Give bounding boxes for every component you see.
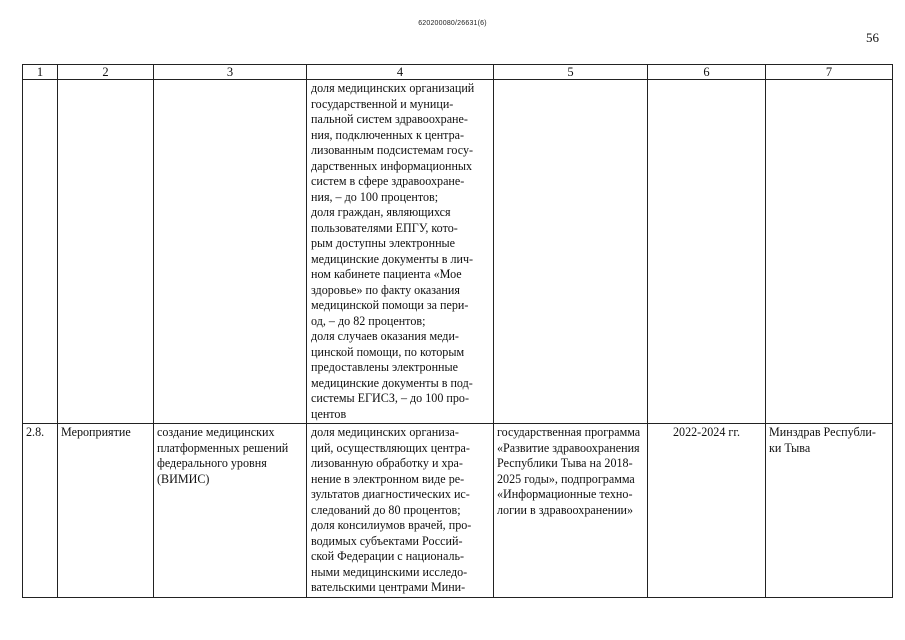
table-cell	[154, 80, 307, 424]
table-cell	[494, 80, 648, 424]
column-header: 2	[58, 65, 154, 80]
activity-name-cell: создание медицинских платформенных решений федерального уровня (ВИМИС)	[154, 424, 307, 598]
table-header-row	[23, 65, 893, 80]
program-table	[22, 64, 893, 598]
table-cell	[648, 80, 766, 424]
column-header: 3	[154, 65, 307, 80]
column-header: 6	[648, 65, 766, 80]
period-cell: 2022-2024 гг.	[648, 424, 766, 598]
table-row	[23, 424, 893, 598]
column-header: 7	[766, 65, 893, 80]
table-cell	[58, 80, 154, 424]
responsible-cell: Минздрав Республи- ки Тыва	[766, 424, 893, 598]
table-cell	[23, 80, 58, 424]
document-id: 620200080/26631(6)	[418, 20, 487, 27]
indicators-cell: доля медицинских организа- ций, осуществляющих центра- лизованную обработку и хра- нение в электронном виде ре- зультатов диагностических ис- следований до 80 процентов; доля консилиумов врачей, про- водимых субъектами Россий- ской Федерации с националь- ными медицинскими исследо- вательскими центрами Мини-	[307, 424, 494, 598]
program-cell: государственная программа «Развитие здравоохранения Республики Тыва на 2018- 2025 годы», подпрограмма «Информационные техно- логии в здравоохранении»	[494, 424, 648, 598]
row-type-cell: Мероприятие	[58, 424, 154, 598]
indicators-cell: доля медицинских организаций государственной и муници- пальной систем здравоохране- ния, подключенных к центра- лизованным подсистемам госу- дарственных информационных систем в сфере здравоохране- ния, – до 100 процентов; доля граждан, являющихся пользователями ЕПГУ, кото- рым доступны электронные медицинские документы в лич- ном кабинете пациента «Мое здоровье» по факту оказания медицинской помощи за пери- од, – до 82 процентов; доля случаев оказания меди- цинской помощи, по которым предоставлены электронные медицинские документы в под- системы ЕГИСЗ, – до 100 про- центов	[307, 80, 494, 424]
table-cell	[766, 80, 893, 424]
column-header: 5	[494, 65, 648, 80]
table-row	[23, 80, 893, 424]
column-header: 4	[307, 65, 494, 80]
page-number: 56	[866, 30, 879, 45]
row-number-cell: 2.8.	[23, 424, 58, 598]
column-header: 1	[23, 65, 58, 80]
